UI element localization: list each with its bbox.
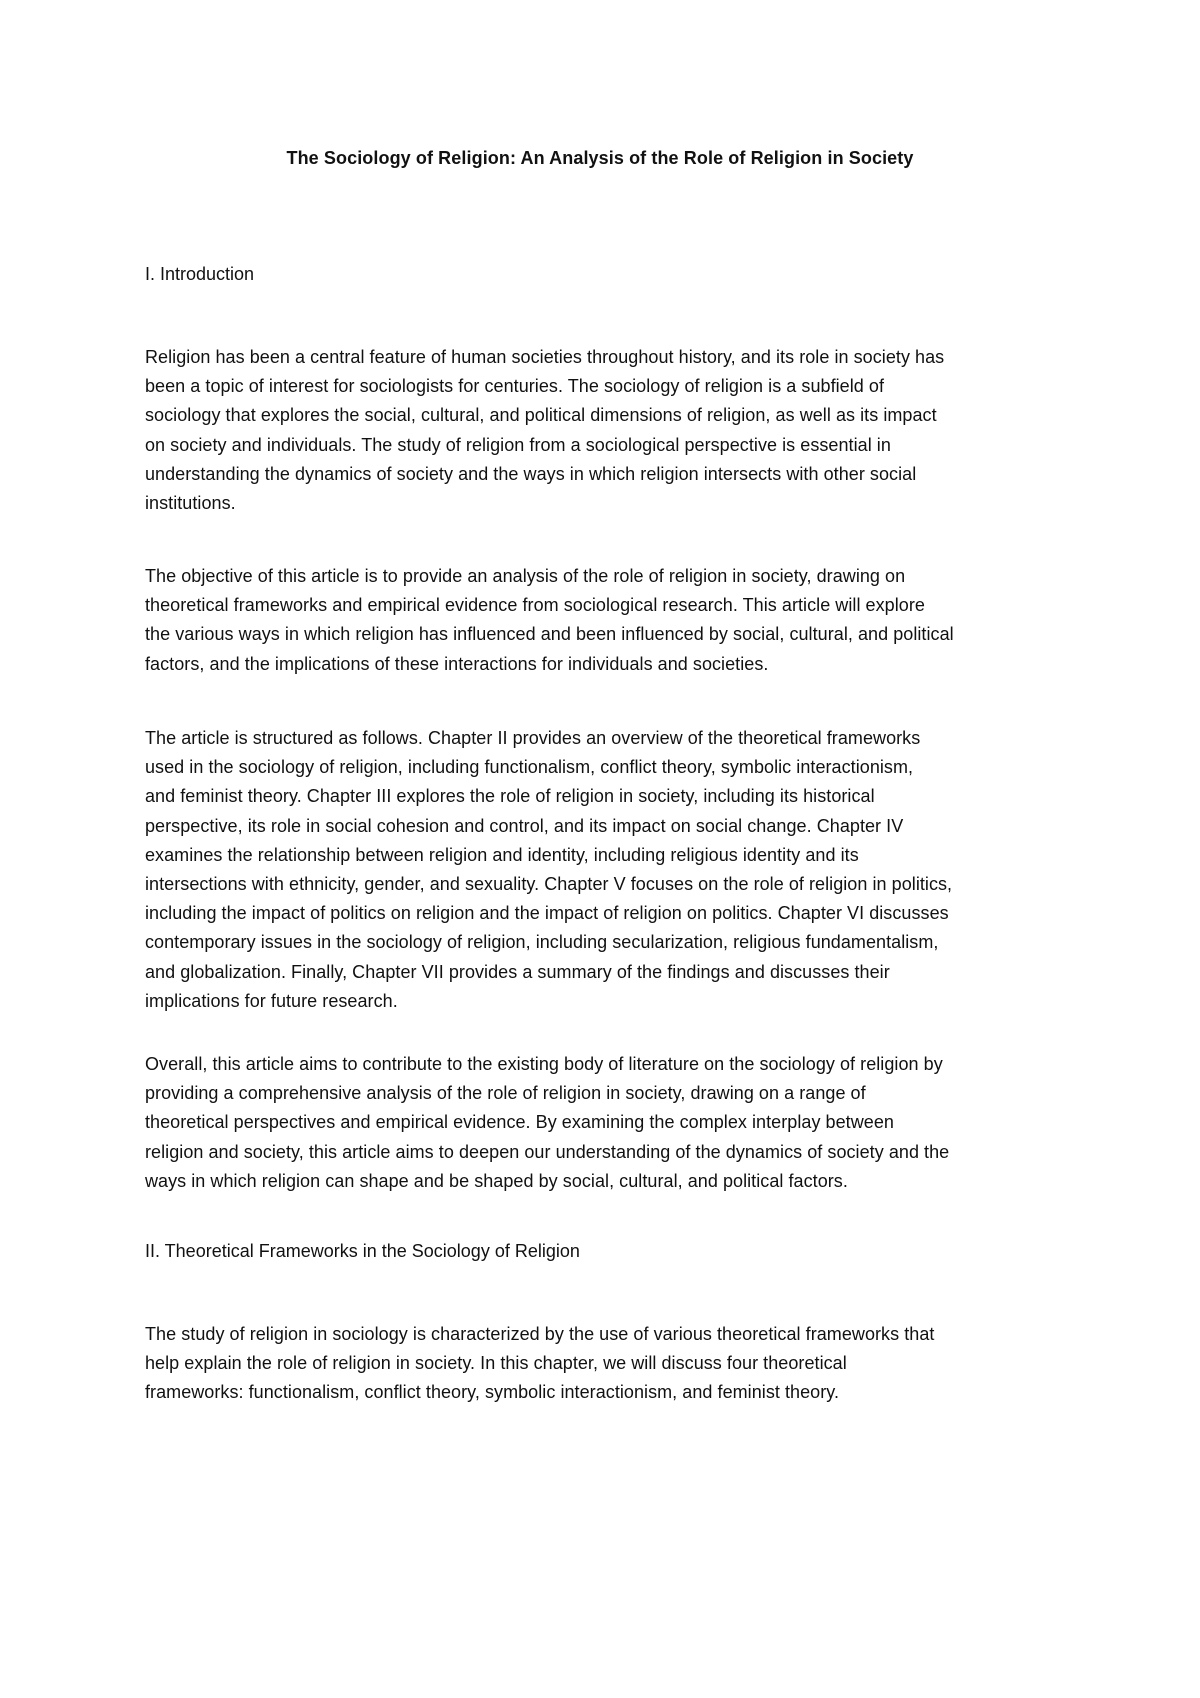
paragraph-frameworks-1 — [145, 1320, 1075, 1408]
text-line: The study of religion in sociology is characterized by the use of various theoretical frameworks that — [145, 1324, 935, 1344]
text-line: frameworks: functionalism, conflict theory, symbolic interactionism, and feminist theory. — [145, 1382, 840, 1403]
text-line: The article is structured as follows. Chapter II provides an overview of the theoretical frameworks — [145, 728, 921, 748]
text-line: used in the sociology of religion, including functionalism, conflict theory, symbolic interactionism, — [145, 757, 914, 778]
text-line: examines the relationship between religion and identity, including religious identity and its — [145, 844, 859, 865]
text-line: and feminist theory. Chapter III explores the role of religion in society, including its historical — [145, 786, 875, 807]
section-heading-introduction: I. Introduction — [145, 264, 255, 284]
text-line: The objective of this article is to provide an analysis of the role of religion in society, drawing on — [145, 566, 906, 586]
paragraph-intro-4 — [145, 1050, 1075, 1196]
text-line: theoretical frameworks and empirical evidence from sociological research. This article will explore — [145, 595, 925, 616]
text-line: on society and individuals. The study of religion from a sociological perspective is essential in — [145, 434, 891, 455]
paragraph-intro-2 — [145, 562, 1075, 679]
text-line: providing a comprehensive analysis of the role of religion in society, drawing on a range of — [145, 1083, 866, 1104]
document-title: The Sociology of Religion: An Analysis of the Role of Religion in Society — [286, 148, 914, 168]
text-line: contemporary issues in the sociology of religion, including secularization, religious fundamentalism, — [145, 932, 939, 953]
text-line: intersections with ethnicity, gender, and sexuality. Chapter V focuses on the role of religion in politics, — [145, 874, 953, 895]
paragraph-intro-1 — [145, 343, 1075, 518]
text-line: and globalization. Finally, Chapter VII provides a summary of the findings and discusses their — [145, 961, 890, 982]
text-line: theoretical perspectives and empirical evidence. By examining the complex interplay between — [145, 1112, 894, 1133]
text-line: the various ways in which religion has influenced and been influenced by social, cultural, and political — [145, 624, 954, 645]
text-line: sociology that explores the social, cultural, and political dimensions of religion, as well as its impact — [145, 405, 937, 426]
text-line: understanding the dynamics of society and the ways in which religion intersects with other social — [145, 463, 917, 484]
text-line: implications for future research. — [145, 990, 398, 1011]
text-line: Religion has been a central feature of human societies throughout history, and its role in society has — [145, 347, 945, 367]
text-line: institutions. — [145, 493, 236, 514]
text-line: been a topic of interest for sociologists for centuries. The sociology of religion is a subfield of — [145, 376, 885, 397]
text-line: perspective, its role in social cohesion and control, and its impact on social change. Chapter IV — [145, 815, 904, 836]
text-line: help explain the role of religion in society. In this chapter, we will discuss four theoretical — [145, 1353, 847, 1374]
text-line: factors, and the implications of these interactions for individuals and societies. — [145, 653, 769, 674]
text-line: religion and society, this article aims to deepen our understanding of the dynamics of society and the — [145, 1141, 950, 1162]
text-line: ways in which religion can shape and be shaped by social, cultural, and political factors. — [145, 1170, 848, 1191]
section-heading-theoretical-frameworks: II. Theoretical Frameworks in the Sociology of Religion — [145, 1241, 580, 1261]
text-line: Overall, this article aims to contribute to the existing body of literature on the sociology of religion by — [145, 1054, 943, 1074]
text-line: including the impact of politics on religion and the impact of religion on politics. Chapter VI discusses — [145, 903, 949, 924]
paragraph-intro-3 — [145, 724, 1075, 1016]
